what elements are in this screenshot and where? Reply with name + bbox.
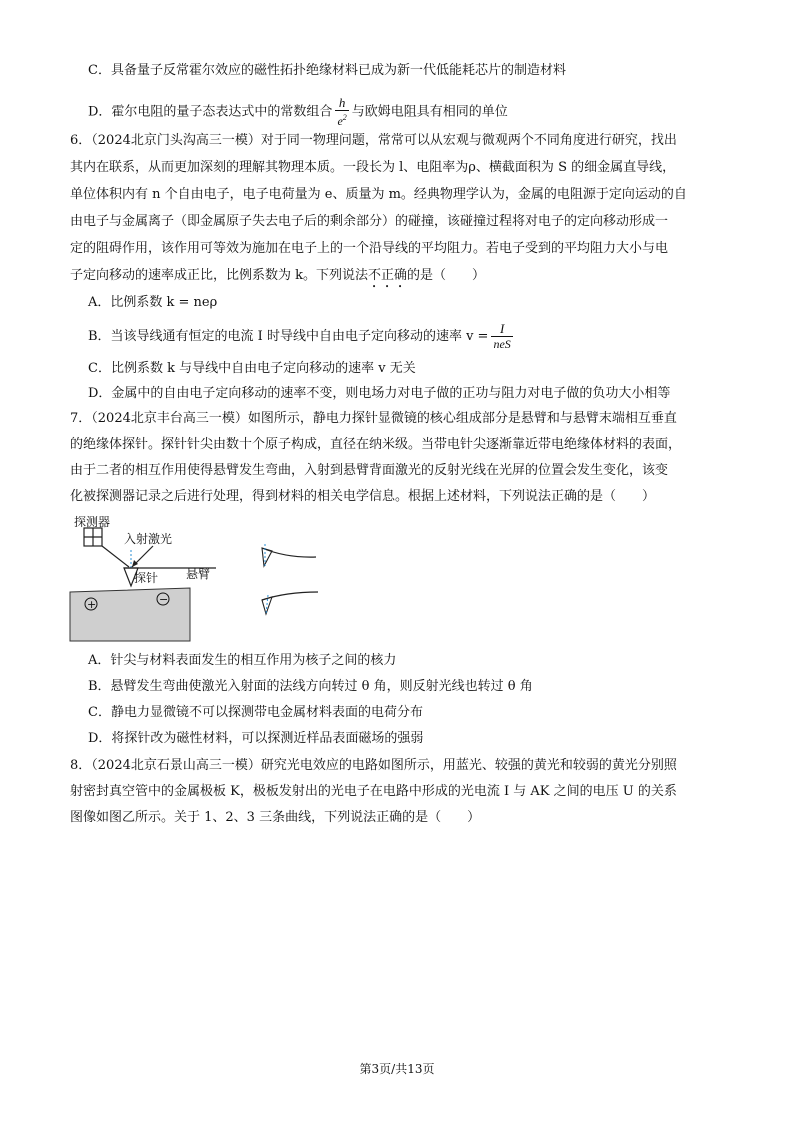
q6-option-b: B．当该导线通有恒定的电流 I 时导线中自由电子定向移动的速率 v = $\frac{I}{\text{neS}}$ xyxy=(88,321,511,351)
svg-text:+: + xyxy=(87,598,97,611)
laser-arrow-icon xyxy=(132,560,138,567)
q5-option-c: C．具备量子反常霍尔效应的磁性拓扑绝缘材料已成为新一代低能耗芯片的制造材料 xyxy=(88,63,566,78)
svg-text:−: − xyxy=(159,593,169,606)
q7-stem-line-4: 化被探测器记录之后进行处理，得到材料的相关电学信息。根据上述材料，下列说法正确的是（ ） xyxy=(70,489,656,504)
q7-stem-line-3: 由于二者的相互作用使得悬臂发生弯曲，入射到悬臂背面激光的反射光线在光屏的位置会发生变化，该变 xyxy=(70,463,669,478)
q6-stem-line-4: 由电子与金属离子（即金属原子失去电子后的剩余部分）的碰撞，该碰撞过程将对电子的定向移动形成一 xyxy=(70,214,669,229)
h-over-e2-fraction: $\frac{h}{e^2}$ xyxy=(337,95,347,128)
q6-option-d: D．金属中的自由电子定向移动的速率不变，则电场力对电子做的正功与阻力对电子做的负功大小相等 xyxy=(88,386,671,401)
deflection-state-down xyxy=(262,592,318,614)
probe-label: 探针 xyxy=(134,571,159,585)
q7-option-c: C．静电力显微镜不可以探测带电金属材料表面的电荷分布 xyxy=(88,705,423,720)
q8-stem-line-2: 射密封真空管中的金属极板 K，极板发射出的光电子在电路中形成的光电流 I 与 AK 之间的电压 U 的关系 xyxy=(70,784,677,799)
q7-option-b: B．悬臂发生弯曲使激光入射面的法线方向转过 θ 角，则反射光线也转过 θ 角 xyxy=(88,679,533,694)
q5-option-d: D．霍尔电阻的量子态表达式中的常数组合 $\frac{h}{e^2}$ 与欧姆电阻具有相同的单位 xyxy=(88,95,508,128)
page-footer: 第3页/共13页 xyxy=(359,1062,435,1076)
q8-stem-line-1: 8．（2024北京石景山高三一模）研究光电效应的电路如图所示，用蓝光、较强的黄光和较弱的黄光分别照 xyxy=(70,758,677,773)
emphasis-not-correct: 不正确 xyxy=(368,268,408,283)
q6-stem-line-3: 单位体积内有 n 个自由电子，电子电荷量为 e、质量为 m。经典物理学认为，金属的电阻源于定向运动的自 xyxy=(70,187,687,202)
afm-figure xyxy=(66,510,336,645)
q6-stem-line-5: 定的阻碍作用，该作用可等效为施加在电子上的一个沿导线的平均阻力。若电子受到的平均阻力大小与电 xyxy=(70,241,669,256)
sample-block xyxy=(70,588,190,641)
reflected-beam xyxy=(102,546,129,567)
q6-stem-line-1: 6．（2024北京门头沟高三一模）对于同一物理问题，常常可以从宏观与微观两个不同角度进行研究，找出 xyxy=(70,133,677,148)
i-over-nes-fraction: $\frac{I}{\text{neS}}$ xyxy=(493,321,511,351)
q7-option-a: A．针尖与材料表面发生的相互作用为核子之间的核力 xyxy=(88,653,397,668)
q6-option-a: A．比例系数 k = neρ xyxy=(88,295,218,310)
q6-stem-line-2: 其内在联系，从而更加深刻的理解其物理本质。一段长为 l、电阻率为ρ、横截面积为 S 的细金属直导线， xyxy=(70,160,676,175)
detector-icon xyxy=(84,528,102,546)
q8-stem-line-3: 图像如图乙所示。关于 1、2、3 三条曲线，下列说法正确的是（ ） xyxy=(70,810,481,825)
q6-option-c: C．比例系数 k 与导线中自由电子定向移动的速率 v 无关 xyxy=(88,361,416,376)
q6-stem-line-6: 子定向移动的速率成正比，比例系数为 k。下列说法不正确的是（ ） xyxy=(70,268,486,283)
laser-label: 入射激光 xyxy=(124,532,173,546)
q7-stem-line-2: 的绝缘体探针。探针针尖由数十个原子构成，直径在纳米级。当带电针尖逐渐靠近带电绝缘体材料的表面， xyxy=(70,437,682,452)
deflection-state-up xyxy=(262,544,316,566)
detector-label: 探测器 xyxy=(74,515,111,529)
cantilever-label: 悬臂 xyxy=(186,567,211,581)
q7-option-d: D．将探针改为磁性材料，可以探测近样品表面磁场的强弱 xyxy=(88,731,424,746)
q7-stem-line-1: 7．（2024北京丰台高三一模）如图所示，静电力探针显微镜的核心组成部分是悬臂和与悬臂末端相互垂直 xyxy=(70,411,677,426)
